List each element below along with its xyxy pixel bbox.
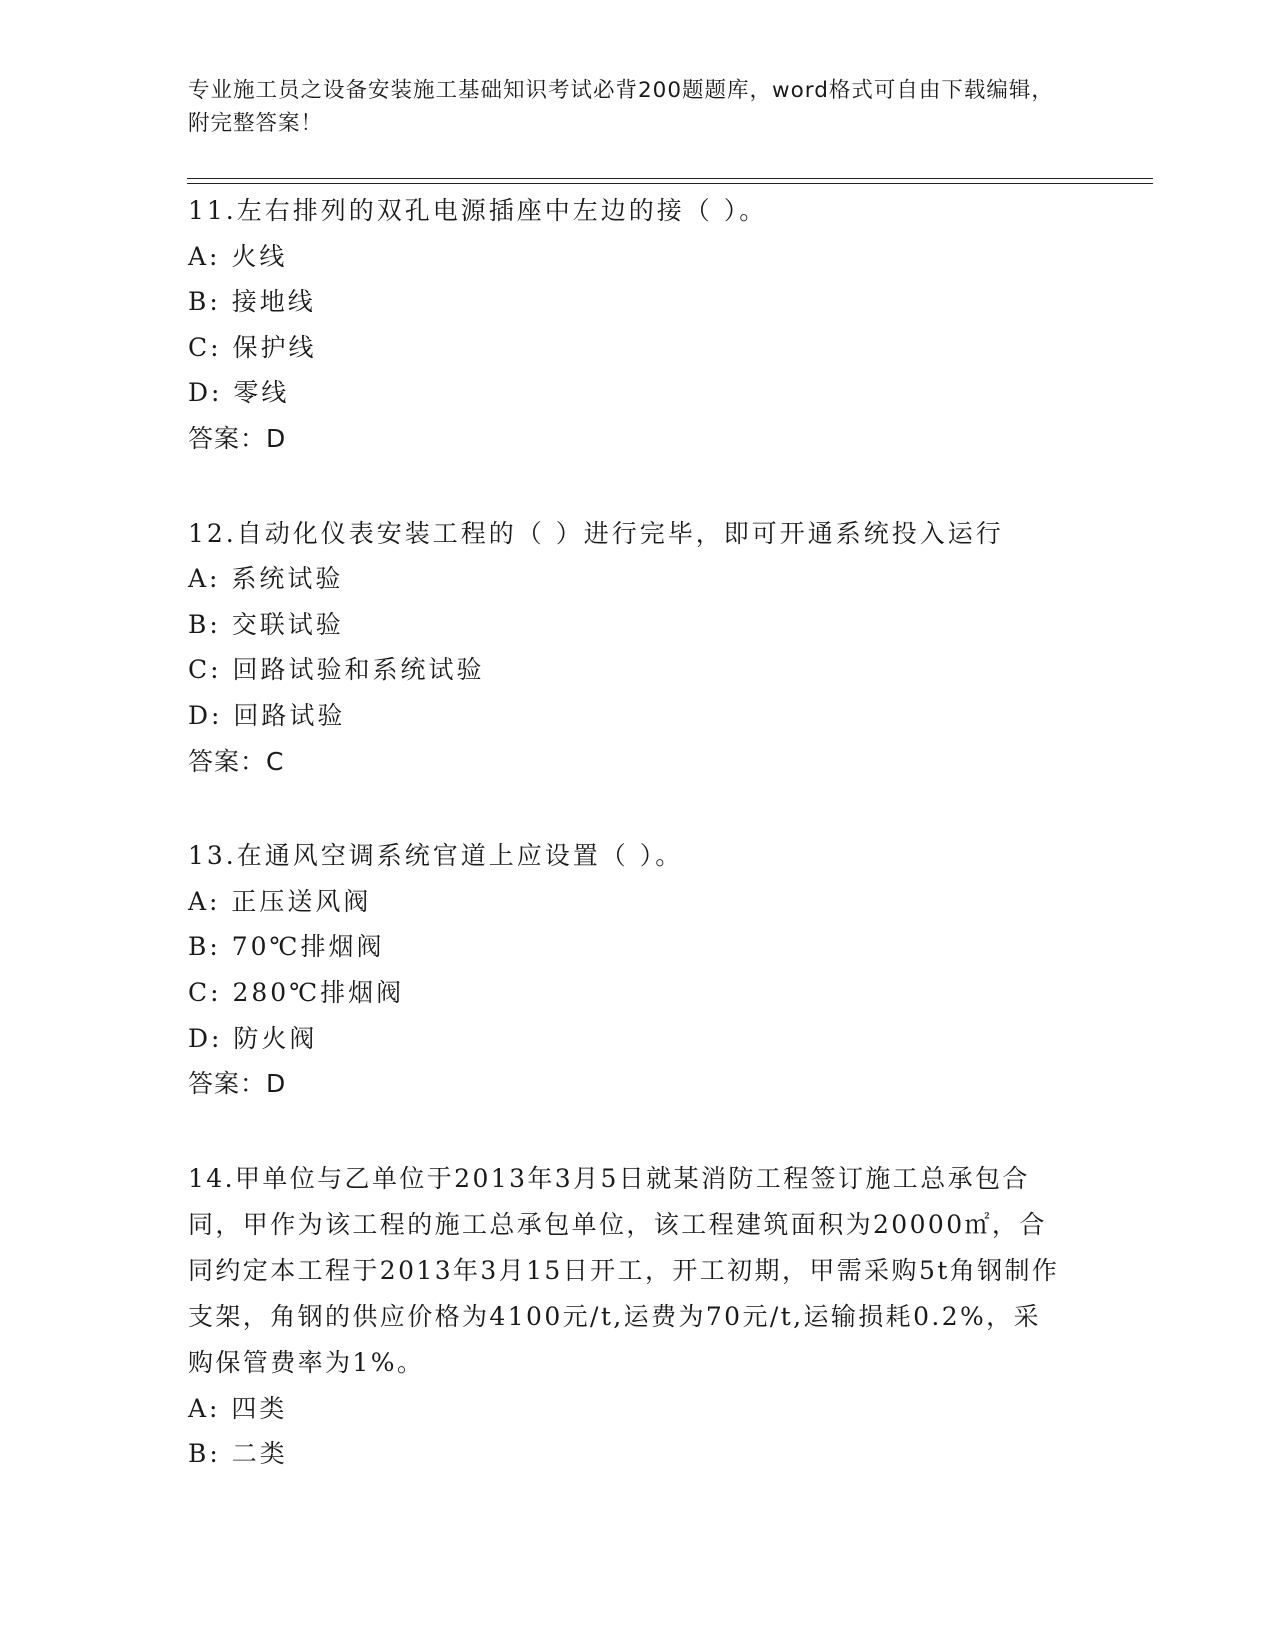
question-list bbox=[188, 188, 1088, 1526]
document-header: 专业施工员之设备安装施工基础知识考试必背200题题库，word格式可自由下载编辑，附完整答案！ bbox=[188, 78, 1054, 136]
answer-label: 答案：D bbox=[188, 423, 287, 453]
option-c: C: 回路试验和系统试验 bbox=[188, 655, 485, 685]
option-b: B: 70℃排烟阀 bbox=[188, 932, 385, 962]
option-c: C: 280℃排烟阀 bbox=[188, 977, 405, 1007]
option-c: C: 保护线 bbox=[188, 332, 317, 362]
question-14 bbox=[188, 1156, 1088, 1477]
header-divider-top bbox=[187, 178, 1153, 179]
question-11 bbox=[188, 188, 1088, 462]
question-stem: 13.在通风空调系统官道上应设置（ ）。 bbox=[188, 841, 684, 871]
option-d: D: 零线 bbox=[188, 378, 290, 408]
question-stem: 12.自动化仪表安装工程的（ ）进行完毕，即可开通系统投入运行 bbox=[188, 518, 1004, 548]
question-stem: 14.甲单位与乙单位于2013年3月5日就某消防工程签订施工总承包合同，甲作为该工程的施工总承包单位，该工程建筑面积为20000㎡，合同约定本工程于2013年3月15日开工，开工初期，甲需采购5t角钢制作支架，角钢的供应价格为4100元/t,运费为70元/t,运输损耗0.2%，采购保管费率为1%。 bbox=[188, 1163, 1060, 1377]
answer-label: 答案：C bbox=[188, 746, 285, 776]
question-stem: 11.左右排列的双孔电源插座中左边的接（ ）。 bbox=[188, 196, 768, 225]
option-b: B: 交联试验 bbox=[188, 609, 344, 639]
option-a: A: 四类 bbox=[188, 1393, 288, 1423]
option-b: B: 二类 bbox=[188, 1439, 288, 1469]
option-a: A: 正压送风阀 bbox=[188, 886, 372, 916]
header-divider-bottom bbox=[187, 183, 1153, 184]
option-a: A: 火线 bbox=[188, 241, 288, 271]
option-b: B: 接地线 bbox=[188, 287, 316, 317]
option-d: D: 回路试验 bbox=[188, 700, 346, 730]
question-12 bbox=[188, 511, 1088, 785]
question-13 bbox=[188, 833, 1088, 1107]
option-d: D: 防火阀 bbox=[188, 1023, 318, 1053]
option-a: A: 系统试验 bbox=[188, 564, 344, 594]
answer-label: 答案：D bbox=[188, 1069, 287, 1099]
